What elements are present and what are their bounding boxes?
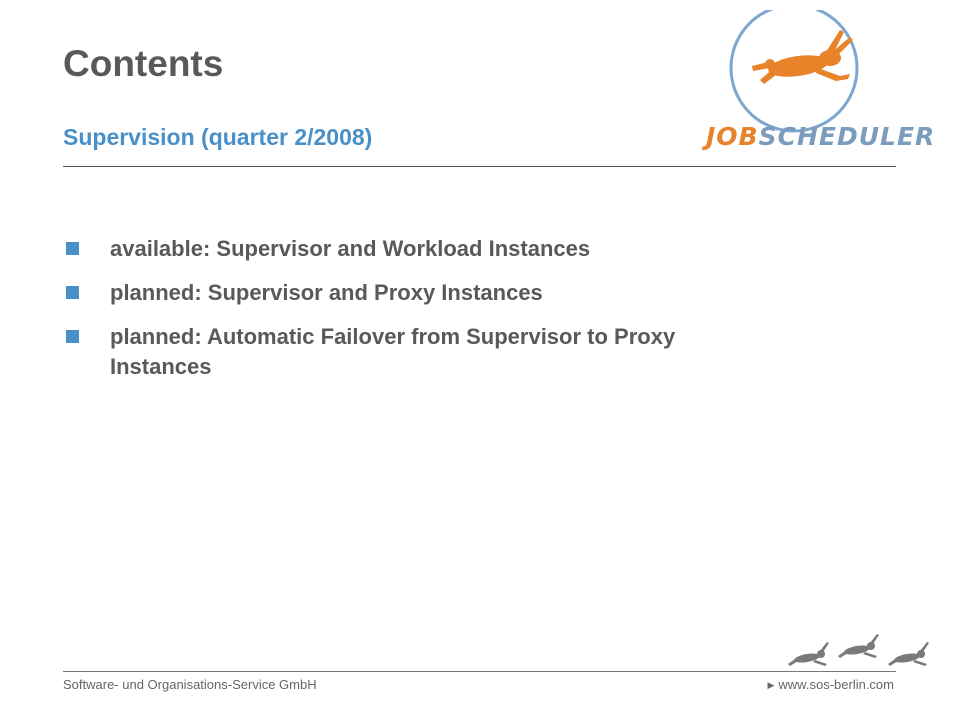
bullet-item-2 [66, 278, 726, 308]
footer-divider [63, 671, 896, 672]
footer-website[interactable] [767, 677, 894, 692]
footer-website-link[interactable]: www.sos-berlin.com [778, 677, 894, 692]
bullet-item-3 [66, 322, 726, 382]
bullet-square-icon [66, 242, 79, 255]
bullet-list [66, 234, 726, 396]
hares-decoration-icon [785, 630, 935, 672]
triangle-right-icon: ▶ [767, 680, 775, 690]
header-divider [63, 166, 896, 167]
page-subtitle: Supervision (quarter 2/2008) [63, 124, 373, 150]
wordmark-job: JOB [706, 122, 759, 151]
bullet-text-1: available: Supervisor and Workload Instances [110, 236, 591, 261]
wordmark-scheduler: SCHEDULER [758, 122, 936, 151]
footer-company: Software- und Organisations-Service GmbH [63, 677, 317, 692]
bullet-item-1 [66, 234, 726, 264]
bullet-text-2: planned: Supervisor and Proxy Instances [110, 280, 543, 305]
page-title: Contents [63, 43, 224, 84]
jobscheduler-wordmark [706, 124, 935, 149]
bullet-square-icon [66, 330, 79, 343]
bullet-square-icon [66, 286, 79, 299]
bullet-text-3: planned: Automatic Failover from Supervisor to Proxy Instances [110, 324, 676, 379]
